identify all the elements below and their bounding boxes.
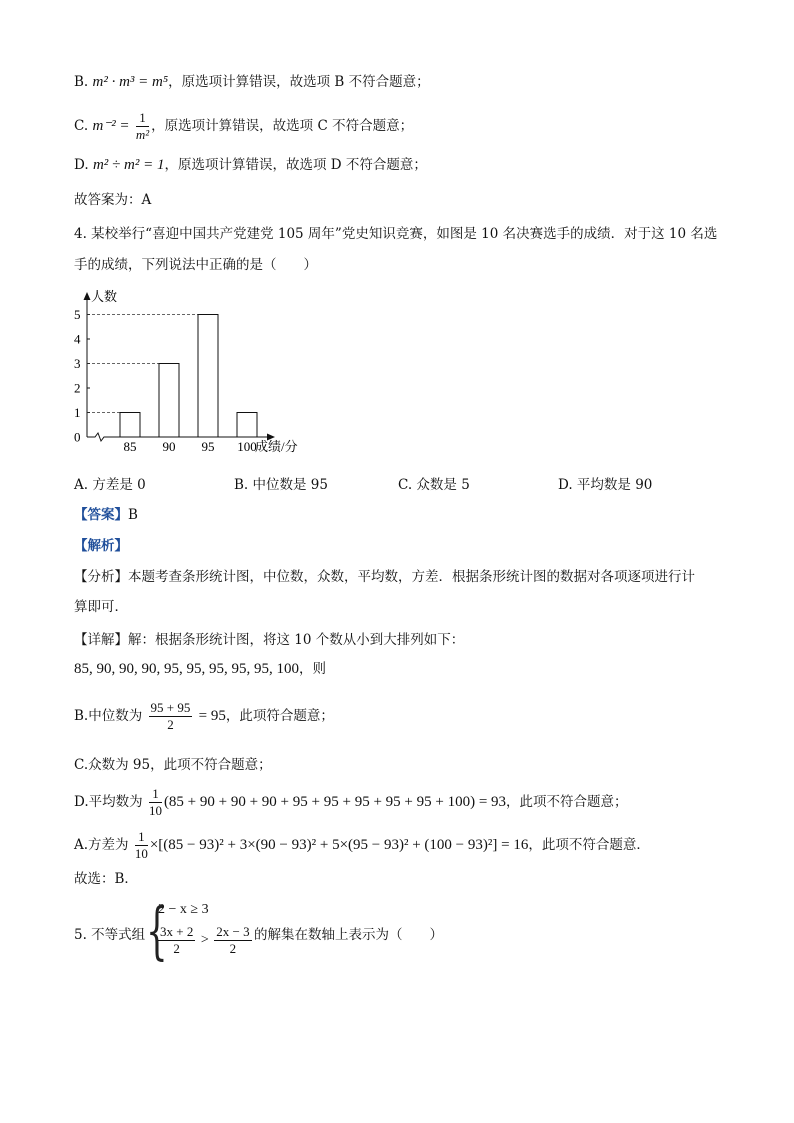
y-axis-label: 人数	[91, 289, 118, 304]
line-text: ，原选项计算错误，故选项 B 不符合题意；	[168, 74, 430, 90]
sorted-suffix: ，则	[299, 661, 326, 677]
question-5-suffix: 的解集在数轴上表示为（ ）	[254, 927, 443, 943]
answer-line	[74, 505, 138, 525]
y-tick-label: 0	[74, 429, 81, 445]
inequality-2: $\frac{3x + 2}{2}$ > $\frac{2x - 3}{2}$	[160, 924, 250, 956]
xiangjie-line	[74, 630, 464, 650]
line-text: ，原选项计算错误，故选项 D 不符合题意；	[164, 157, 427, 173]
y-tick-label: 4	[74, 331, 81, 347]
bar	[198, 315, 218, 438]
bar	[237, 413, 257, 438]
answer-value: B	[128, 507, 138, 523]
fenxi-text: 本题考查条形统计图，中位数，众数，平均数，方差．根据条形统计图的数据对各项逐项进行计	[128, 569, 695, 585]
xiangjie-text: 解：根据条形统计图，将这 10 个数从小到大排列如下：	[128, 632, 465, 648]
question-4-line-2: 手的成绩，下列说法中正确的是（ ）	[74, 257, 317, 273]
mean-line	[74, 786, 628, 819]
line-label: C.	[74, 118, 89, 134]
x-axis-label: 成绩/分	[255, 439, 298, 454]
option-b-line	[74, 72, 430, 92]
option-b[interactable]: B. 中位数是 95	[234, 477, 328, 493]
jiexi-line	[74, 536, 128, 556]
y-tick-label: 1	[74, 405, 81, 420]
option-d-line	[74, 155, 427, 175]
x-tick-label: 85	[123, 439, 137, 454]
y-axis-arrow	[84, 292, 91, 300]
y-tick-label: 2	[74, 380, 81, 396]
option-c[interactable]: C. 众数是 5	[398, 477, 470, 493]
option-c-line	[74, 110, 413, 143]
fenxi-line-2: 算即可．	[74, 599, 128, 615]
y-tick-label: 3	[74, 356, 81, 371]
sorted-values-line	[74, 659, 326, 679]
sorted-values: 85, 90, 90, 90, 95, 95, 95, 95, 95, 100	[74, 661, 299, 677]
mean-prefix: D.平均数为	[74, 794, 143, 810]
final-choice: 故选：B．	[74, 871, 138, 887]
inequality-1: 2 − x ≥ 3	[158, 902, 209, 917]
question-4-line-1: 4. 某校举行“喜迎中国共产党建党 105 周年”党史知识竞赛，如图是 10 名决赛选手的成绩．对于这 10 名选	[74, 226, 718, 242]
variance-expr: ×[(85 − 93)² + 3×(90 − 93)² + 5×(95 − 93)² + (100 − 93)²] = 16	[149, 837, 529, 853]
y-tick-label: 5	[74, 307, 81, 322]
median-result: = 95	[198, 708, 226, 724]
fraction: $\frac{2x - 3}{2}$	[216, 924, 250, 956]
math-expr: m⁻² =	[92, 118, 130, 134]
bar	[120, 413, 140, 438]
median-suffix: ，此项符合题意；	[225, 708, 334, 724]
fenxi-tag: 【分析】	[74, 569, 128, 585]
option-a[interactable]: A. 方差是 0	[74, 477, 146, 493]
bar	[159, 364, 179, 438]
fraction: $\frac{95 + 95}{2}$	[150, 700, 191, 732]
median-prefix: B.中位数为	[74, 708, 143, 724]
mean-expr: (85 + 90 + 90 + 90 + 95 + 95 + 95 + 95 + 95 + 100) = 93	[163, 794, 507, 810]
answer-tag: 【答案】	[74, 507, 128, 523]
median-line	[74, 700, 334, 733]
math-expr: m² · m³ = m⁵	[92, 74, 169, 90]
mean-suffix: ，此项不符合题意；	[506, 794, 628, 810]
fraction: $\frac{1}{10}$	[134, 829, 148, 861]
brace-symbol: {	[146, 894, 168, 967]
variance-prefix: A.方差为	[74, 837, 129, 853]
previous-answer: 故答案为：A	[74, 192, 152, 208]
math-expr: m² ÷ m² = 1	[92, 157, 165, 173]
x-tick-label: 90	[162, 439, 176, 454]
fraction: $\frac{1}{10}$	[148, 786, 162, 818]
question-5-prefix: 5. 不等式组	[74, 927, 146, 943]
xiangjie-tag: 【详解】	[74, 632, 128, 648]
line-label: D.	[74, 157, 89, 173]
fraction: $\frac{3x + 2}{2}$	[160, 924, 194, 956]
options-row	[74, 473, 714, 493]
fraction: $\frac{1}{\text{m²}}$	[135, 110, 150, 142]
mode-line: C.众数为 95，此项不符合题意；	[74, 757, 272, 773]
variance-line	[74, 829, 650, 862]
line-text: ，原选项计算错误，故选项 C 不符合题意；	[151, 118, 414, 134]
fenxi-line-1	[74, 567, 695, 587]
option-d[interactable]: D. 平均数是 90	[558, 477, 653, 493]
jiexi-tag: 【解析】	[74, 538, 128, 554]
x-tick-label: 100	[237, 439, 257, 454]
x-tick-label: 95	[201, 439, 215, 454]
line-label: B.	[74, 74, 89, 90]
bar-chart	[60, 284, 320, 464]
variance-suffix: ，此项不符合题意．	[528, 837, 650, 853]
